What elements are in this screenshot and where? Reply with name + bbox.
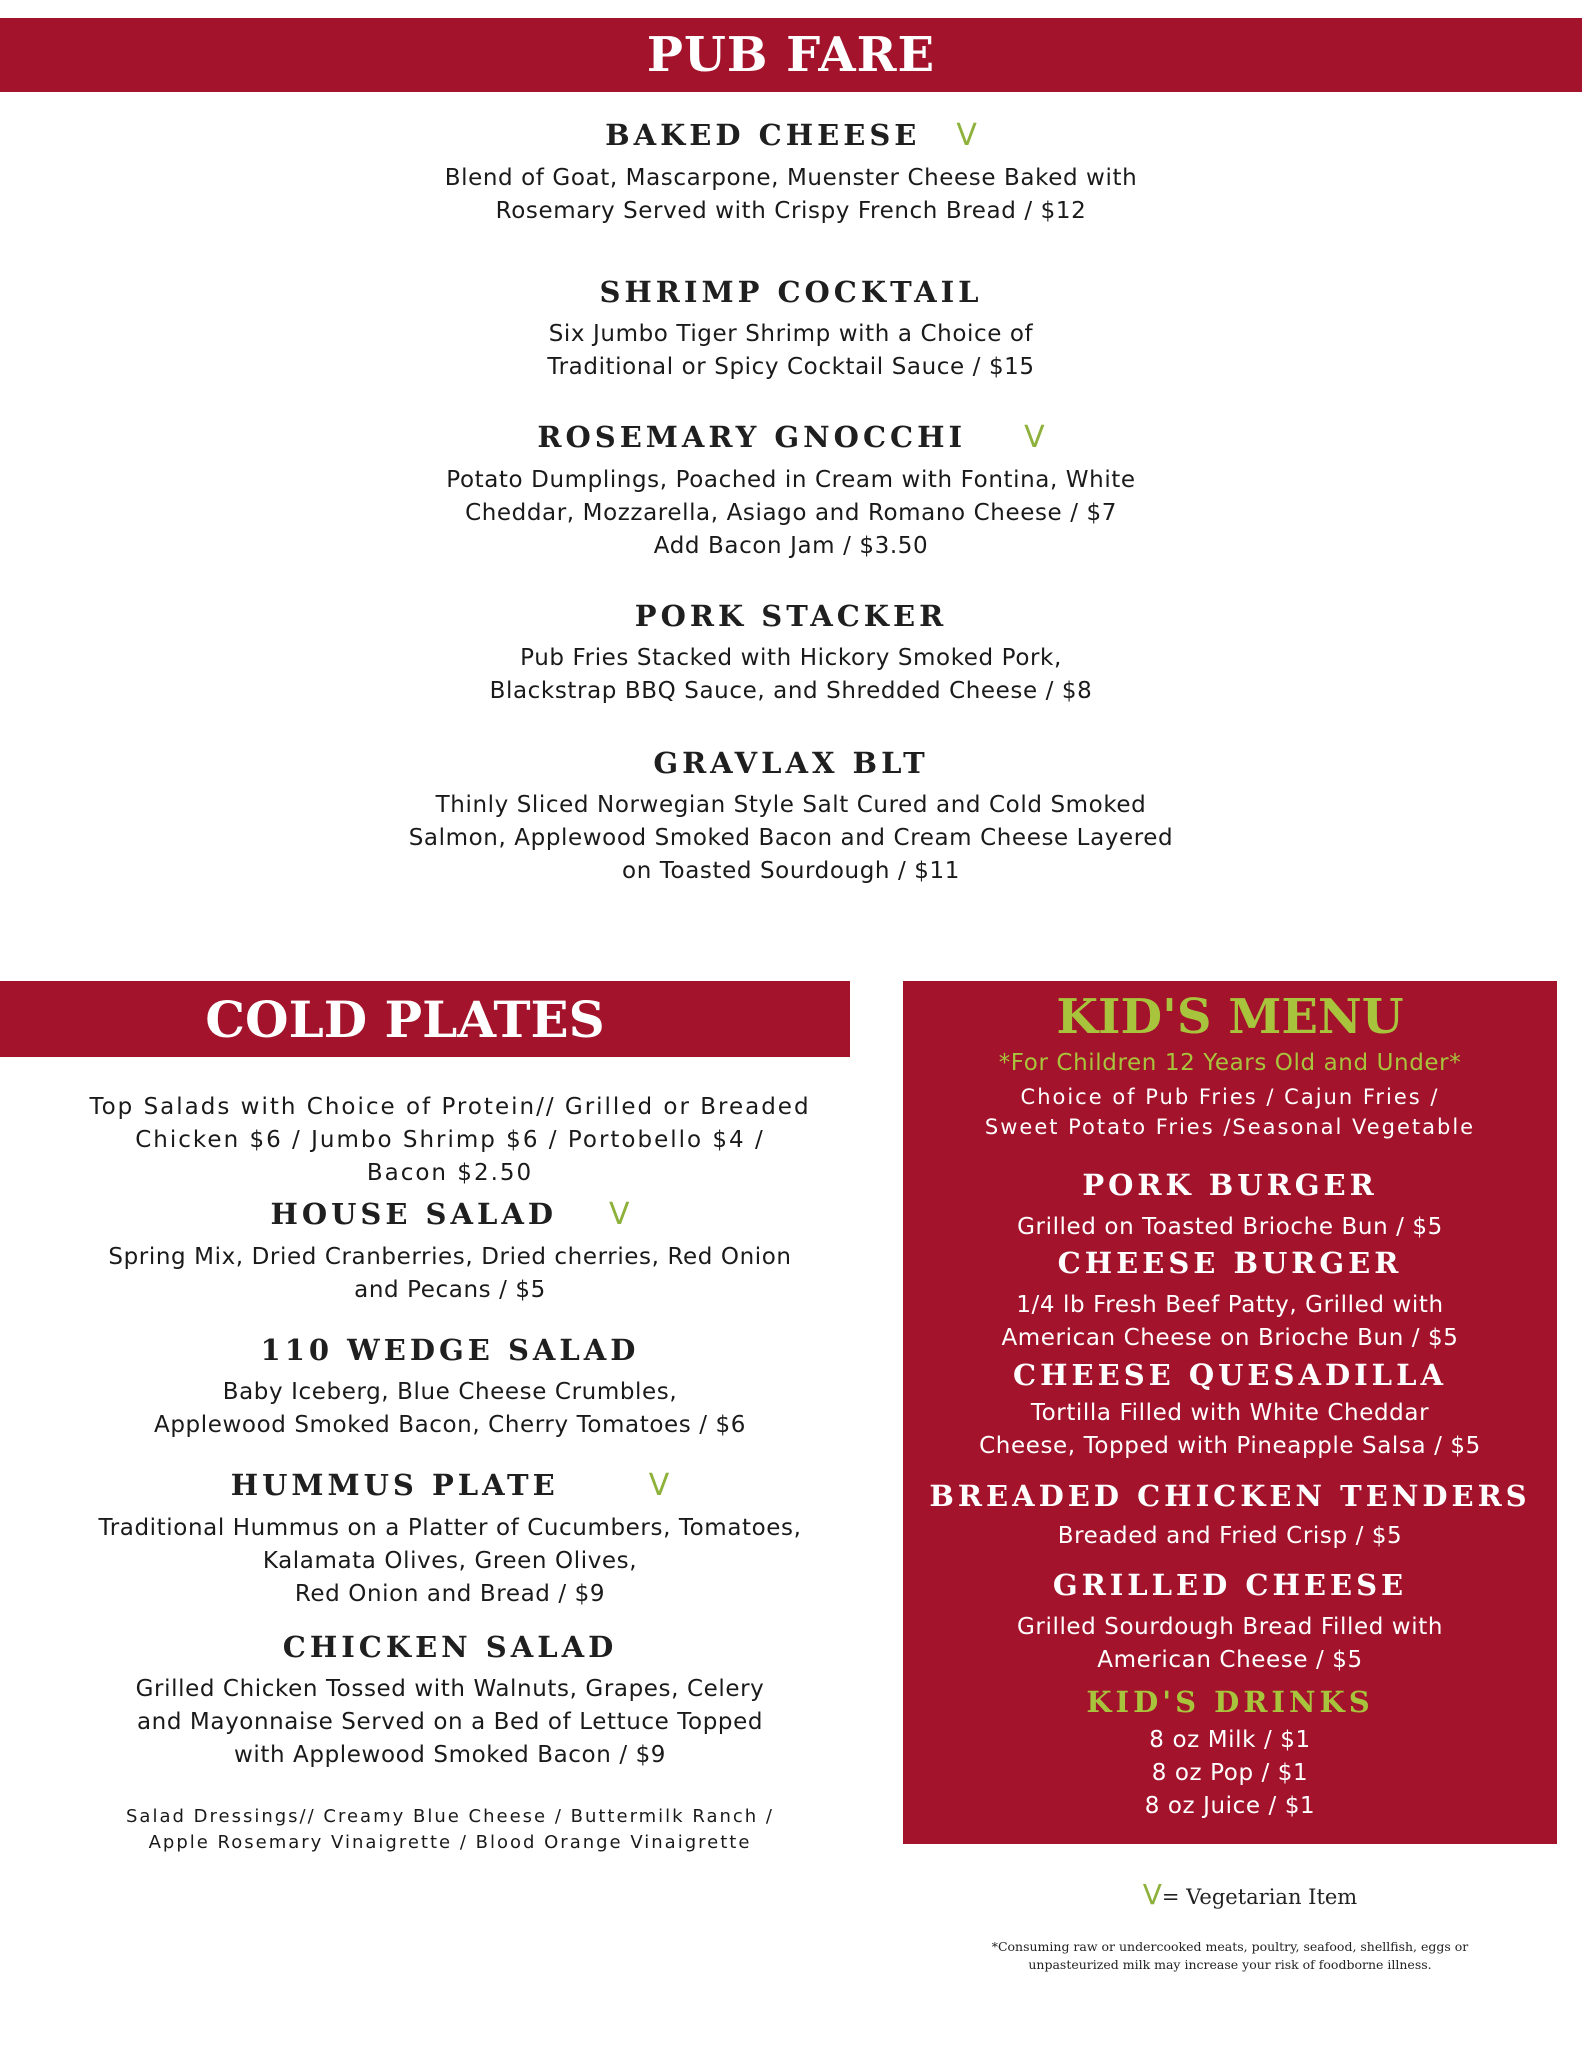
item-description: Blackstrap BBQ Sauce, and Shredded Cheese / $8: [489, 677, 1093, 704]
kids-drinks-heading: KID'S DRINKS: [1086, 1685, 1374, 1719]
item-description: Traditional Hummus on a Platter of Cucumbers, Tomatoes,: [98, 1515, 802, 1541]
menu-item-hummus-plate: [0, 1468, 900, 1611]
menu-item-pork-stacker: [0, 599, 1582, 708]
disclaimer-line: unpasteurized milk may increase your risk of foodborne illness.: [1028, 1957, 1432, 1972]
intro-line: Chicken $6 / Jumbo Shrimp $6 / Portobello $4 /: [135, 1127, 765, 1153]
cold-plates-heading: [0, 981, 850, 1057]
kids-sides-line: Choice of Pub Fries / Cajun Fries /: [1020, 1085, 1440, 1109]
item-description: Breaded and Fried Crisp / $5: [1057, 1522, 1403, 1549]
item-description: Cheese, Topped with Pineapple Salsa / $5: [979, 1432, 1481, 1459]
item-title: ROSEMARY GNOCCHI: [537, 420, 967, 454]
kids-sides-line: Sweet Potato Fries /Seasonal Vegetable: [984, 1115, 1476, 1139]
dressing-line: Apple Rosemary Vinaigrette / Blood Orange Vinaigrette: [148, 1832, 752, 1853]
item-description: Grilled on Toasted Brioche Bun / $5: [1017, 1213, 1443, 1240]
kids-menu-panel: [903, 981, 1557, 1844]
item-title: CHICKEN SALAD: [282, 1630, 618, 1664]
vegetarian-icon: V: [956, 118, 977, 153]
menu-item-house-salad: [0, 1197, 900, 1307]
vegetarian-icon: V: [1142, 1878, 1162, 1911]
item-description: Cheddar, Mozzarella, Asiago and Romano Cheese / $7: [465, 500, 1117, 526]
item-title: BAKED CHEESE: [605, 118, 921, 152]
menu-item-gravlax-blt: [0, 746, 1582, 888]
intro-line: Top Salads with Choice of Protein// Grilled or Breaded: [89, 1094, 811, 1120]
item-title: PORK BURGER: [1082, 1168, 1378, 1202]
menu-item-chicken-salad: [0, 1630, 900, 1772]
item-description: Grilled Sourdough Bread Filled with: [1016, 1613, 1443, 1640]
kids-drinks: [903, 1685, 1557, 1823]
item-description: Rosemary Served with Crispy French Bread / $12: [495, 198, 1087, 224]
item-description: Kalamata Olives, Green Olives,: [262, 1548, 638, 1574]
item-description: Salmon, Applewood Smoked Bacon and Cream Cheese Layered: [408, 824, 1174, 851]
item-title: 110 WEDGE SALAD: [260, 1333, 640, 1367]
vegetarian-icon: V: [609, 1197, 630, 1232]
item-description: Traditional or Spicy Cocktail Sauce / $15: [547, 353, 1035, 380]
item-description: American Cheese / $5: [1097, 1646, 1363, 1673]
item-title: HOUSE SALAD: [270, 1197, 558, 1231]
item-title: CHEESE BURGER: [1057, 1246, 1403, 1280]
kids-item-chicken-tenders: [903, 1479, 1557, 1553]
drink-item: 8 oz Milk / $1: [1149, 1726, 1311, 1753]
item-description: Applewood Smoked Bacon, Cherry Tomatoes / $6: [154, 1411, 746, 1438]
cold-plates-heading-text: COLD PLATES: [205, 989, 605, 1049]
drink-item: 8 oz Pop / $1: [1151, 1759, 1309, 1786]
vegetarian-legend: [1100, 1878, 1400, 1911]
intro-line: Bacon $2.50: [366, 1160, 534, 1186]
item-description: and Pecans / $5: [354, 1277, 546, 1303]
item-description: Blend of Goat, Mascarpone, Muenster Cheese Baked with: [444, 165, 1138, 191]
item-title: BREADED CHICKEN TENDERS: [929, 1479, 1531, 1513]
pub-fare-heading: PUB FARE: [0, 18, 1582, 92]
item-description: with Applewood Smoked Bacon / $9: [233, 1741, 667, 1768]
menu-item-shrimp-cocktail: [0, 275, 1582, 384]
menu-item-baked-cheese: [0, 118, 1582, 228]
salad-dressings: [0, 1796, 900, 1856]
kids-age-note: *For Children 12 Years Old and Under*: [998, 1050, 1462, 1076]
item-description: American Cheese on Brioche Bun / $5: [1001, 1324, 1459, 1351]
menu-item-rosemary-gnocchi: [0, 420, 1582, 563]
vegetarian-icon: V: [648, 1468, 670, 1503]
item-description: Six Jumbo Tiger Shrimp with a Choice of: [548, 320, 1034, 347]
item-description: Add Bacon Jam / $3.50: [653, 533, 929, 559]
kids-item-pork-burger: [903, 1168, 1557, 1244]
item-description: Thinly Sliced Norwegian Style Salt Cured and Cold Smoked: [435, 791, 1147, 818]
food-safety-disclaimer: [960, 1938, 1500, 1974]
item-description: Baby Iceberg, Blue Cheese Crumbles,: [222, 1378, 678, 1405]
dressing-line: Salad Dressings// Creamy Blue Cheese / Buttermilk Ranch /: [126, 1806, 774, 1827]
item-description: Spring Mix, Dried Cranberries, Dried cherries, Red Onion: [108, 1244, 792, 1270]
item-description: Red Onion and Bread / $9: [294, 1581, 606, 1607]
item-title: SHRIMP COCKTAIL: [599, 275, 983, 309]
kids-item-cheese-burger: [903, 1246, 1557, 1355]
kids-menu-header: [903, 989, 1557, 1142]
item-description: Pub Fries Stacked with Hickory Smoked Pork,: [520, 644, 1062, 671]
legend-text: = Vegetarian Item: [1161, 1885, 1358, 1909]
kids-item-cheese-quesadilla: [903, 1358, 1557, 1463]
item-description: and Mayonnaise Served on a Bed of Lettuce Topped: [136, 1708, 764, 1735]
protein-options: [0, 1083, 900, 1190]
item-description: on Toasted Sourdough / $11: [622, 857, 960, 884]
item-title: HUMMUS PLATE: [230, 1468, 559, 1502]
kids-menu-heading: KID'S MENU: [1056, 989, 1404, 1045]
vegetarian-icon: V: [1024, 420, 1045, 455]
item-description: Grilled Chicken Tossed with Walnuts, Grapes, Celery: [135, 1675, 765, 1702]
item-description: 1/4 lb Fresh Beef Patty, Grilled with: [1016, 1291, 1444, 1318]
drink-item: 8 oz Juice / $1: [1144, 1792, 1316, 1819]
item-title: PORK STACKER: [634, 599, 948, 633]
item-title: CHEESE QUESADILLA: [1013, 1358, 1447, 1392]
item-description: Tortilla Filled with White Cheddar: [1030, 1399, 1430, 1426]
kids-item-grilled-cheese: [903, 1568, 1557, 1677]
item-title: GRAVLAX BLT: [653, 746, 929, 780]
item-title: GRILLED CHEESE: [1052, 1568, 1408, 1602]
disclaimer-line: *Consuming raw or undercooked meats, poultry, seafood, shellfish, eggs or: [991, 1939, 1469, 1954]
menu-item-wedge-salad: [0, 1333, 900, 1442]
item-description: Potato Dumplings, Poached in Cream with Fontina, White: [446, 467, 1136, 493]
